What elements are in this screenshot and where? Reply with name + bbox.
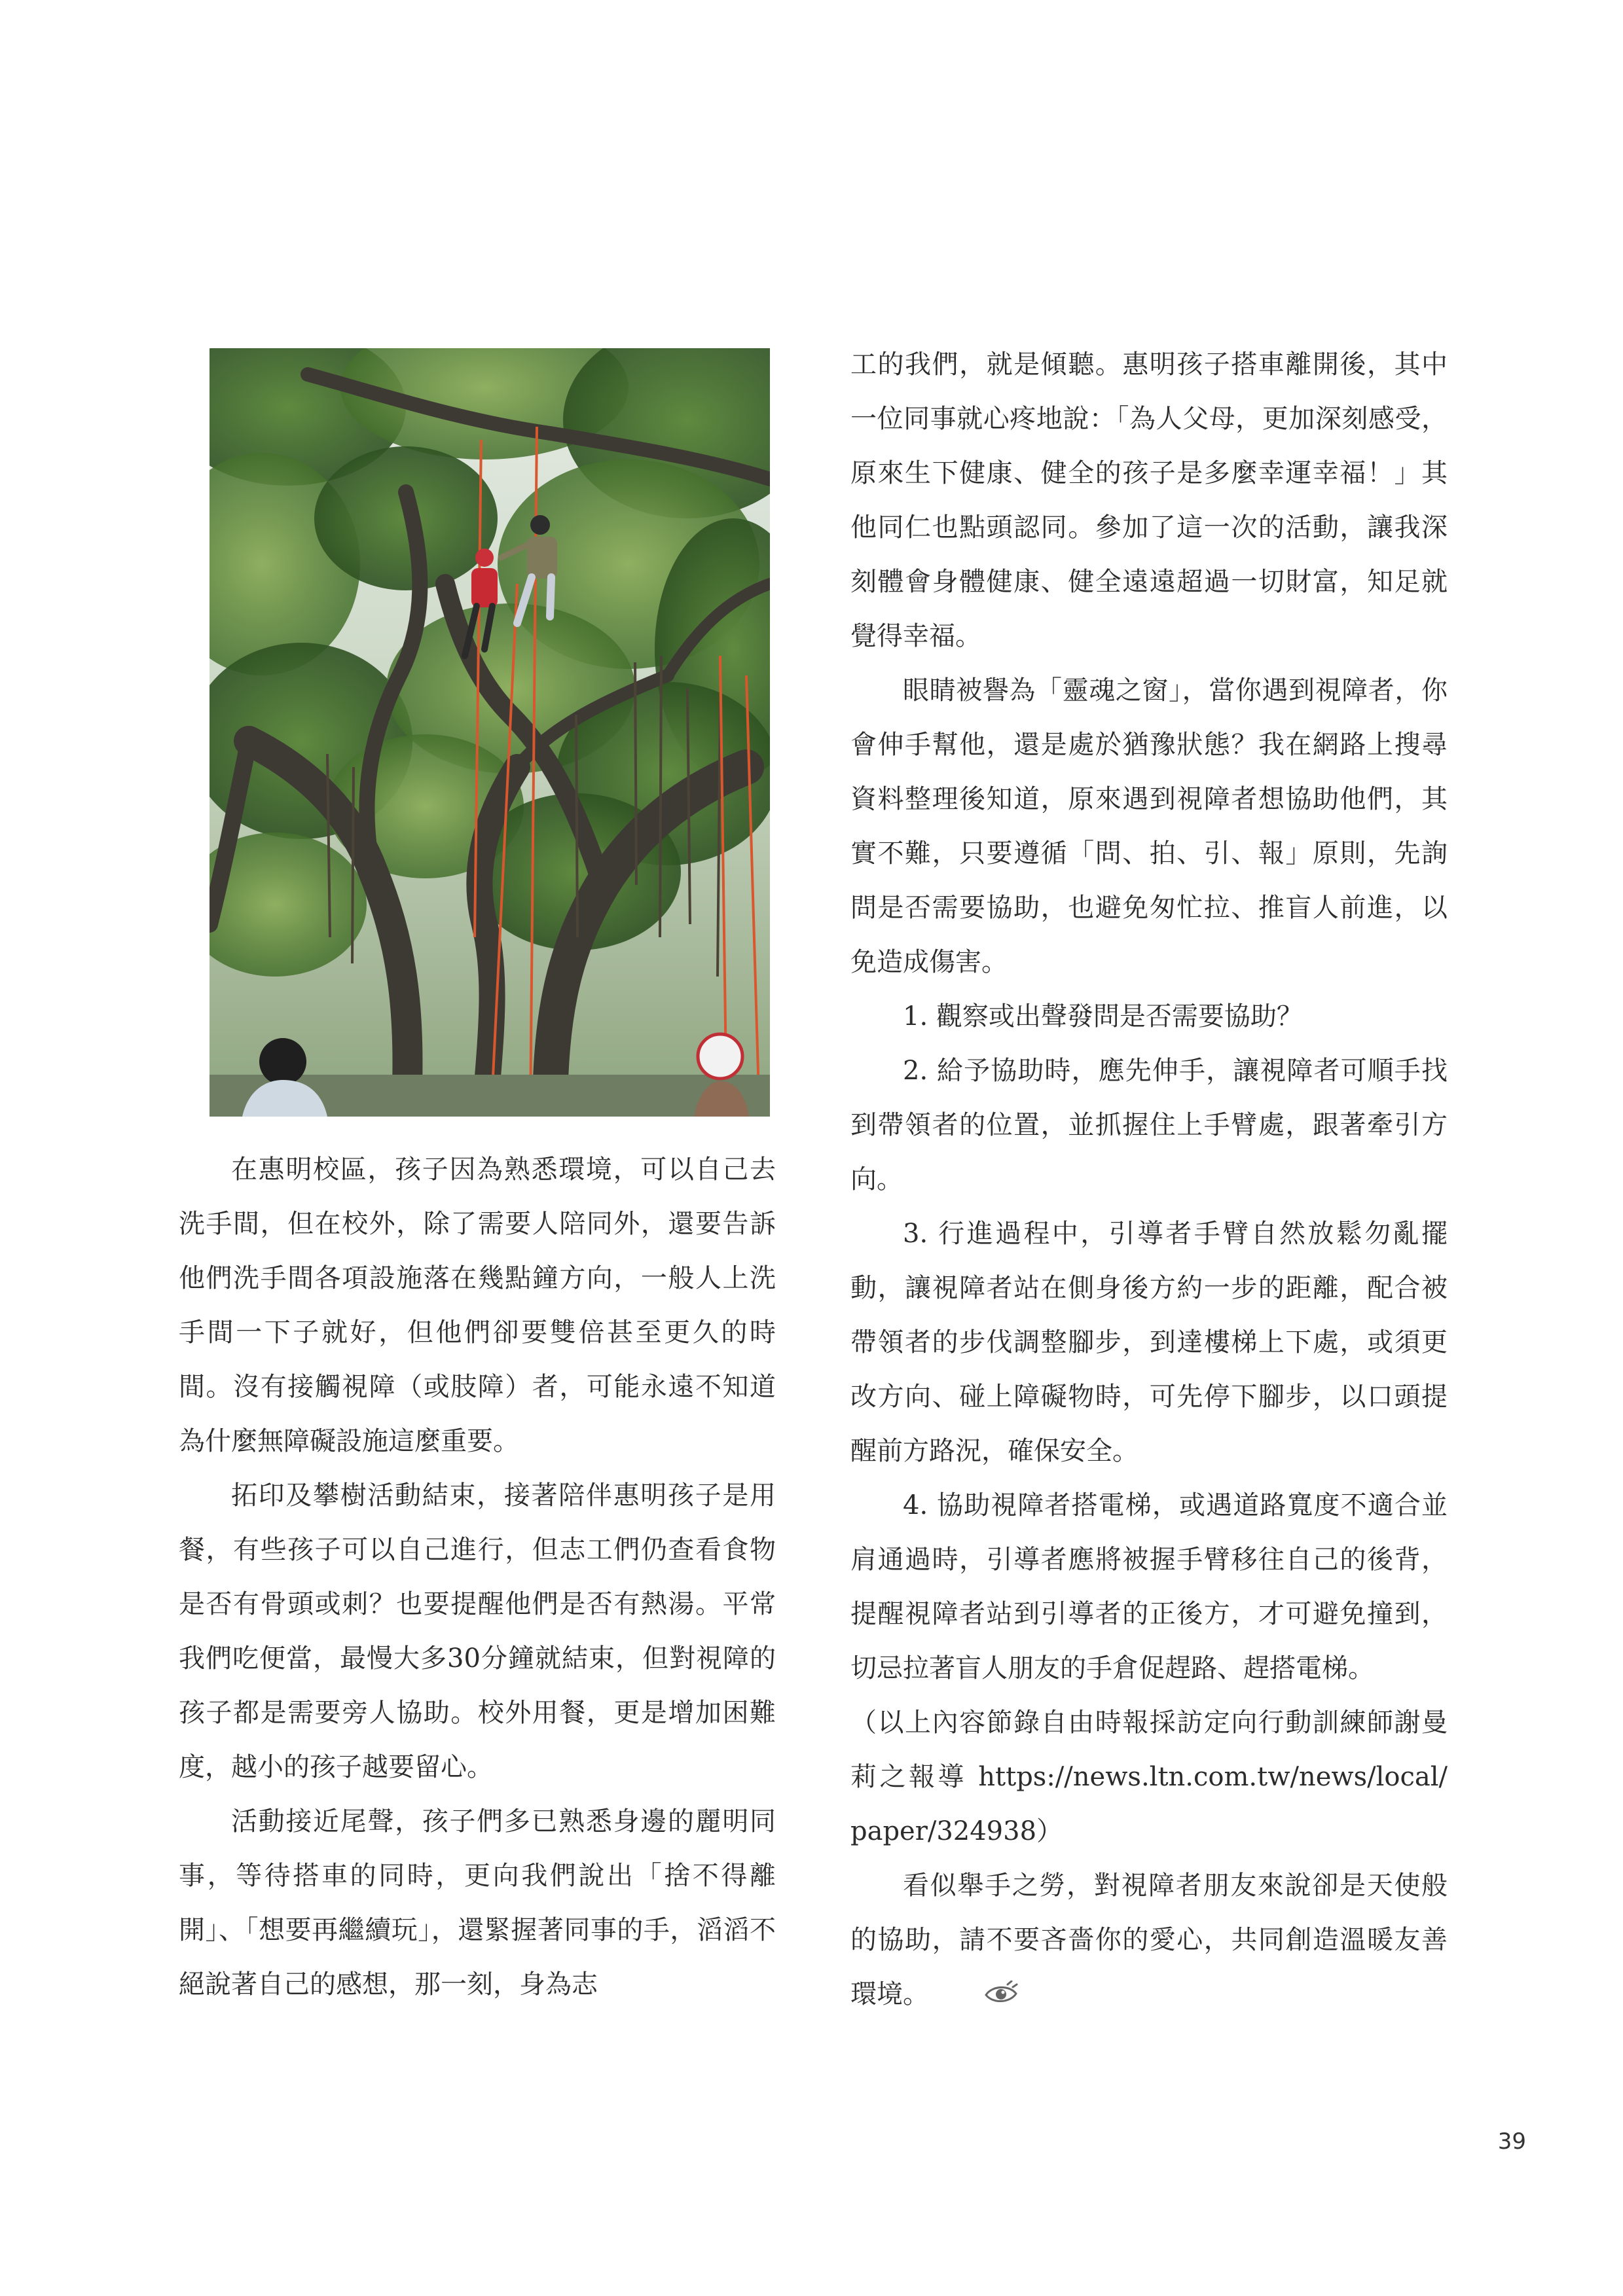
- left-column: [179, 1143, 776, 2012]
- guideline-item-1: 1. 觀察或出聲發問是否需要協助？: [903, 1001, 1303, 1031]
- paragraph-restroom: 在惠明校區，孩子因為熟悉環境，可以自己去洗手間，但在校外，除了需要人陪同外，還要告訴他們洗手間各項設施落在幾點鐘方向，一般人上洗手間一下子就好，但他們卻要雙倍甚至更久的時間。沒有接觸視障（或肢障）者，可能永遠不知道為什麼無障礙設施這麼重要。: [179, 1155, 776, 1456]
- tree-climbing-photo: [210, 348, 770, 1117]
- paragraph-window-of-soul: 眼睛被譽為「靈魂之窗」，當你遇到視障者，你會伸手幫他，還是處於猶豫狀態？我在網路上搜尋資料整理後知道，原來遇到視障者想協助他們，其實不難，只要遵循「問、拍、引、報」原則，先詢問是否需要協助，也避免匆忙拉、推盲人前進，以免造成傷害。: [850, 675, 1448, 977]
- citation-url: https://news.ltn.com.tw/news/local/paper/324938: [850, 1762, 1448, 1846]
- paragraph-closing: [850, 1859, 1448, 2022]
- guideline-item-2: 2. 給予協助時，應先伸手，讓視障者可順手找到帶領者的位置，並抓握住上手臂處，跟著牽引方向。: [850, 1056, 1448, 1194]
- right-column: [850, 338, 1448, 2022]
- paragraph-continuation: 工的我們，就是傾聽。惠明孩子搭車離開後，其中一位同事就心疼地說：「為人父母，更加深刻感受，原來生下健康、健全的孩子是多麼幸運幸福！」其他同仁也點頭認同。參加了這一次的活動，讓我深刻體會身體健康、健全遠遠超過一切財富，知足就覺得幸福。: [850, 350, 1448, 651]
- guideline-item-4: 4. 協助視障者搭電梯，或遇道路寬度不適合並肩通過時，引導者應將被握手臂移往自己的後背，提醒視障者站到引導者的正後方，才可避免撞到，切忌拉著盲人朋友的手倉促趕路、趕搭電梯。: [850, 1490, 1448, 1683]
- guideline-item-3: 3. 行進過程中，引導者手臂自然放鬆勿亂擺動，讓視障者站在側身後方約一步的距離，配合被帶領者的步伐調整腳步，到達樓梯上下處，或須更改方向、碰上障礙物時，可先停下腳步，以口頭提醒前方路況，確保安全。: [850, 1219, 1448, 1466]
- paragraph-farewell: 活動接近尾聲，孩子們多已熟悉身邊的麗明同事，等待搭車的同時，更向我們說出「捨不得離開」、「想要再繼續玩」，還緊握著同事的手，滔滔不絕說著自己的感想，那一刻，身為志: [179, 1806, 776, 2000]
- citation-prefix: （以上內容節錄自由時報採訪定向行動訓練師謝曼莉之報導: [850, 1708, 1448, 1792]
- closing-text: 看似舉手之勞，對視障者朋友來說卻是天使般的協助，請不要吝嗇你的愛心，共同創造溫暖友善環境。: [850, 1871, 1448, 2009]
- photo-illustration: [210, 348, 770, 1117]
- page-number: 39: [1497, 2128, 1526, 2155]
- citation: [850, 1696, 1448, 1859]
- paragraph-meal: 拓印及攀樹活動結束，接著陪伴惠明孩子是用餐，有些孩子可以自己進行，但志工們仍查看食物是否有骨頭或刺？也要提醒他們是否有熱湯。平常我們吃便當，最慢大多30分鐘就結束，但對視障的孩子都是需要旁人協助。校外用餐，更是增加困難度，越小的孩子越要留心。: [179, 1480, 776, 1782]
- citation-suffix: ）: [1036, 1816, 1063, 1846]
- eye-end-mark-icon: [932, 1971, 966, 1998]
